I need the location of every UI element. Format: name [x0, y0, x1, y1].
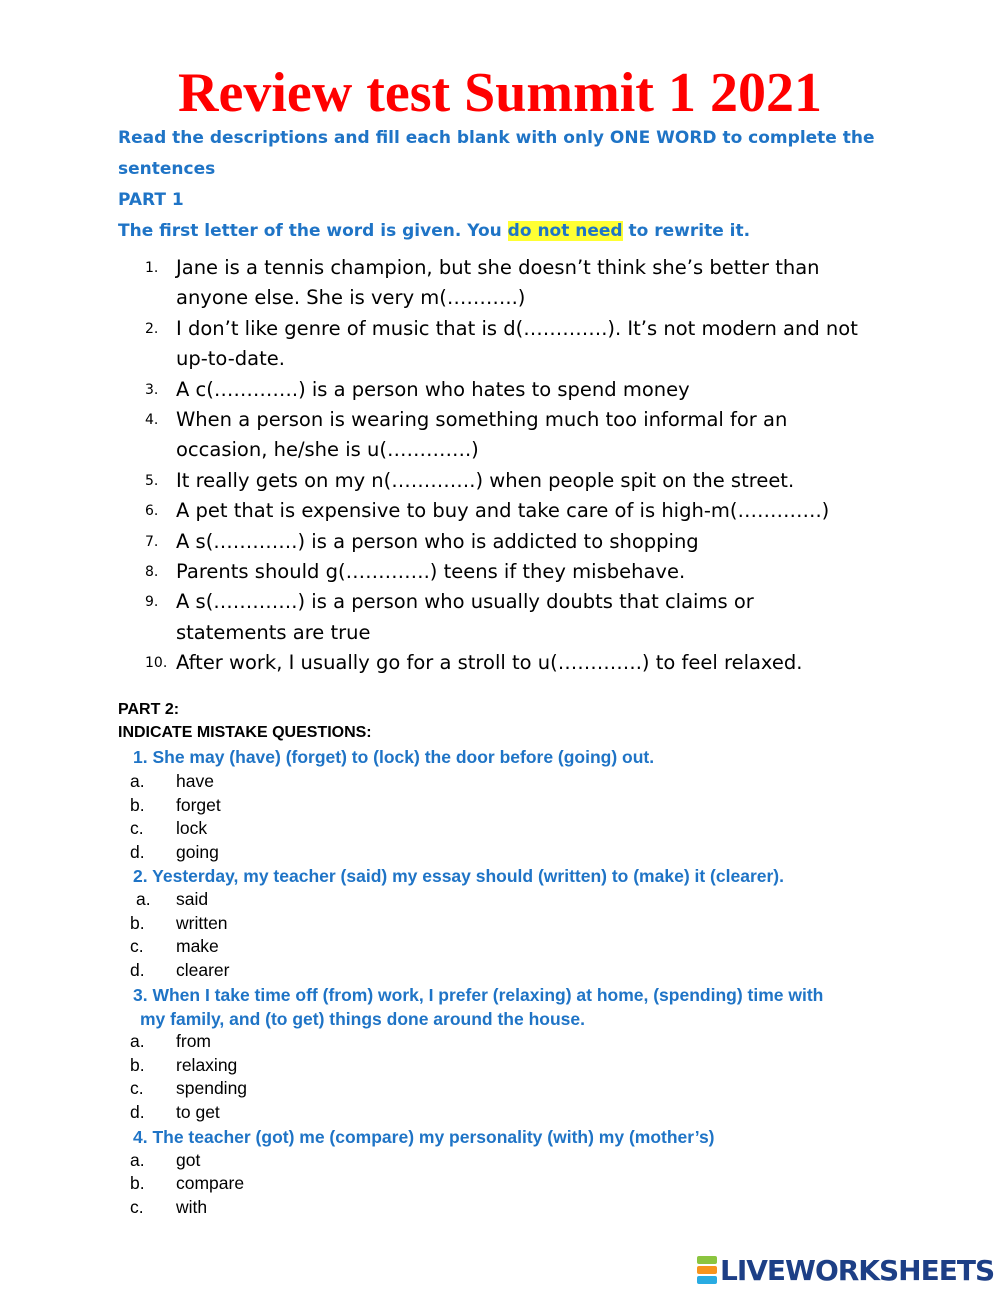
part1-question-3	[145, 375, 935, 405]
question-number: 3.	[145, 381, 159, 398]
part1-question-8	[145, 557, 935, 587]
part2-subheading: INDICATE MISTAKE QUESTIONS:	[118, 724, 372, 741]
question-text-line: I don’t like genre of music that is d(………….). It’s not modern and not	[176, 316, 858, 340]
part1-question-1	[145, 253, 935, 314]
question-text-line: statements are true	[176, 620, 371, 644]
part1-question-2	[145, 314, 935, 375]
part1-question-10	[145, 648, 935, 678]
option-letter: d.	[130, 842, 145, 862]
option-text: have	[176, 771, 214, 791]
option-text: with	[176, 1197, 208, 1217]
question-number: 5.	[145, 472, 159, 489]
question-number: 9.	[145, 594, 159, 611]
q4-option-b[interactable]	[130, 1172, 244, 1196]
question-text-line: Parents should g(………….) teens if they misbehave.	[176, 560, 686, 584]
part1-question-4	[145, 405, 935, 466]
option-letter: c.	[130, 818, 144, 838]
option-letter: d.	[130, 960, 145, 980]
option-text: make	[176, 936, 219, 956]
option-letter: d.	[130, 1102, 145, 1122]
option-text: lock	[176, 818, 208, 838]
liveworksheets-logo-icon	[697, 1255, 717, 1285]
option-letter: b.	[130, 913, 145, 933]
part1-hint	[118, 221, 750, 241]
question-number: 4.	[145, 412, 159, 429]
question-text-line: A c(………….) is a person who hates to spend money	[176, 377, 690, 401]
q3-option-c[interactable]	[130, 1077, 247, 1101]
liveworksheets-logo[interactable]	[697, 1254, 994, 1286]
q3-option-b[interactable]	[130, 1054, 237, 1078]
q2-option-b[interactable]	[130, 912, 228, 936]
q4-option-c[interactable]	[130, 1196, 207, 1220]
question-text-line: Jane is a tennis champion, but she doesn’t think she’s better than	[176, 256, 820, 279]
logo-block-blue	[697, 1276, 717, 1284]
q4-text: 4. The teacher (got) me (compare) my personality (with) my (mother’s)	[133, 1127, 715, 1147]
part1-heading: PART 1	[118, 190, 184, 210]
question-text-line: It really gets on my n(………….) when people spit on the street.	[176, 468, 795, 492]
q1-text: 1. She may (have) (forget) to (lock) the door before (going) out.	[133, 747, 655, 767]
question-number: 8.	[145, 564, 159, 581]
option-text: compare	[176, 1173, 245, 1193]
q2-option-a[interactable]	[136, 888, 208, 912]
instruction-line-2: sentences	[118, 159, 216, 179]
part1-question-9	[145, 587, 935, 648]
option-letter: a.	[130, 771, 145, 791]
hint-before: The first letter of the word is given. You	[118, 221, 508, 241]
option-text: going	[176, 842, 219, 862]
q1-option-c[interactable]	[130, 817, 207, 841]
part1-question-list	[145, 253, 935, 679]
q2-option-c[interactable]	[130, 935, 219, 959]
q3-option-d[interactable]	[130, 1101, 220, 1125]
option-text: clearer	[176, 960, 230, 980]
q3-text-line-2: my family, and (to get) things done around the house.	[140, 1009, 585, 1029]
option-letter: c.	[130, 1197, 144, 1217]
q2-option-d[interactable]	[130, 959, 230, 983]
option-text: said	[176, 889, 209, 909]
question-number: 1.	[145, 260, 159, 276]
page-title: Review test Summit 1 2021	[178, 62, 822, 124]
option-text: from	[176, 1031, 211, 1051]
question-text-line: After work, I usually go for a stroll to u(………….) to feel relaxed.	[176, 651, 803, 675]
option-letter: b.	[130, 1173, 145, 1193]
logo-block-green	[697, 1256, 717, 1264]
hint-highlight: do not need	[507, 221, 623, 241]
q2-text: 2. Yesterday, my teacher (said) my essay should (written) to (make) it (clearer).	[133, 866, 784, 886]
question-text-line: up-to-date.	[176, 347, 285, 371]
option-letter: b.	[130, 795, 145, 815]
question-number: 7.	[145, 533, 159, 550]
instruction-line-1: Read the descriptions and fill each blank with only ONE WORD to complete the	[118, 128, 875, 148]
option-letter: a.	[130, 1031, 145, 1051]
logo-block-orange	[697, 1266, 717, 1274]
option-text: relaxing	[176, 1055, 238, 1075]
q1-option-a[interactable]	[130, 770, 214, 794]
option-letter: a.	[130, 1150, 145, 1170]
question-text-line: A s(………….) is a person who usually doubts that claims or	[176, 590, 754, 614]
part1-question-6	[145, 496, 935, 526]
question-text-line: occasion, he/she is u(………….)	[176, 438, 479, 462]
question-text-line: A pet that is expensive to buy and take care of is high-m(………….)	[176, 499, 830, 523]
q3-option-a[interactable]	[130, 1030, 211, 1054]
option-letter: c.	[130, 1078, 144, 1098]
option-text: to get	[176, 1102, 220, 1122]
part2-heading: PART 2:	[118, 701, 180, 718]
q1-option-b[interactable]	[130, 794, 221, 818]
option-letter: a.	[136, 889, 151, 909]
question-number: 6.	[145, 503, 159, 520]
question-text-line: anyone else. She is very m(………..)	[176, 286, 526, 310]
hint-after: to rewrite it.	[622, 221, 751, 241]
option-text: written	[176, 913, 228, 933]
q3-text-line-1: 3. When I take time off (from) work, I prefer (relaxing) at home, (spending) time with	[133, 985, 824, 1005]
option-letter: b.	[130, 1055, 145, 1075]
option-letter: c.	[130, 936, 144, 956]
option-text: spending	[176, 1078, 248, 1098]
logo-text: LIVEWORKSHEETS	[720, 1253, 995, 1287]
question-number: 2.	[145, 320, 159, 337]
option-text: forget	[176, 795, 221, 815]
question-text-line: A s(………….) is a person who is addicted to shopping	[176, 529, 699, 553]
question-number: 10.	[145, 655, 168, 672]
q1-option-d[interactable]	[130, 841, 219, 865]
part1-question-5	[145, 466, 935, 496]
question-text-line: When a person is wearing something much too informal for an	[176, 408, 788, 432]
q4-option-a[interactable]	[130, 1149, 200, 1173]
part1-question-7	[145, 527, 935, 557]
option-text: got	[176, 1150, 201, 1170]
